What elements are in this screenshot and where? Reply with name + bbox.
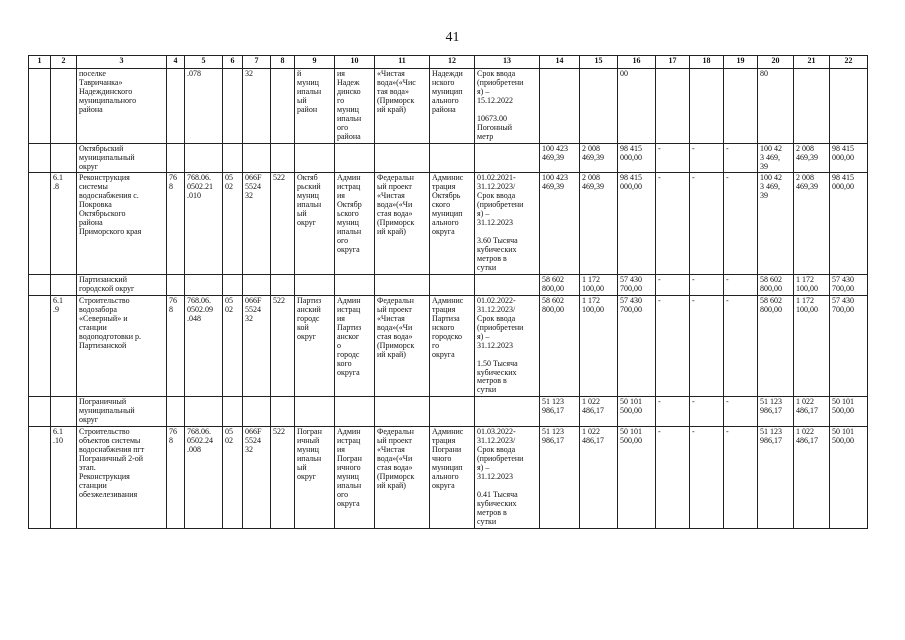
table-cell: - <box>656 397 690 427</box>
table-cell <box>167 397 185 427</box>
table-cell <box>690 69 724 144</box>
table-cell <box>271 274 295 295</box>
table-cell: Срок ввода (приобретени я) – 15.12.2022 10673.00 Погонный метр <box>475 69 540 144</box>
header-row <box>29 56 868 69</box>
table-cell: Строительство водозабора «Северный» и станции водоподготовки р. Партизанской <box>77 295 167 396</box>
table-cell: - <box>724 274 758 295</box>
table-cell: 98 415 000,00 <box>618 143 656 173</box>
table-cell <box>51 397 77 427</box>
table-cell: - <box>724 427 758 528</box>
table-cell: 522 <box>271 427 295 528</box>
column-header: 3 <box>77 56 167 69</box>
table-cell <box>580 69 618 144</box>
table-cell: 57 430 700,00 <box>830 274 868 295</box>
table-cell: Партизанский городской округ <box>77 274 167 295</box>
table-cell <box>29 173 51 274</box>
table-cell: Админ истрац ия Октябр ьского муниц ипальн ого округа <box>335 173 375 274</box>
column-header: 6 <box>223 56 243 69</box>
table-cell <box>475 143 540 173</box>
table-cell: Федеральн ый проект «Чистая вода»(«Чи стая вода» (Приморск ий край) <box>375 295 430 396</box>
table-cell: Админис трация Пограни чного муницип ального округа <box>430 427 475 528</box>
table-cell: 05 02 <box>223 173 243 274</box>
table-cell: - <box>656 274 690 295</box>
page-number: 41 <box>445 30 460 45</box>
table-cell <box>29 143 51 173</box>
table-cell <box>29 427 51 528</box>
column-header: 16 <box>618 56 656 69</box>
table-cell: 32 <box>243 69 271 144</box>
table-cell: 76 8 <box>167 295 185 396</box>
table-cell: й муниц ипальн ый район <box>295 69 335 144</box>
column-header: 17 <box>656 56 690 69</box>
subtotal-row <box>29 143 868 173</box>
table-cell <box>29 295 51 396</box>
table-cell <box>295 143 335 173</box>
table-cell: Октяб рьский муниц ипальн ый округ <box>295 173 335 274</box>
table-cell: Надежди нского муницип ального района <box>430 69 475 144</box>
table-cell: 57 430 700,00 <box>618 295 656 396</box>
table-cell: - <box>690 295 724 396</box>
table-cell: Админ истрац ия Погран ичного муниц ипальн ого округа <box>335 427 375 528</box>
table-cell: 066F 5524 32 <box>243 295 271 396</box>
project-row <box>29 69 868 144</box>
table-cell: Пограничный муниципальный округ <box>77 397 167 427</box>
table-cell <box>243 274 271 295</box>
column-header: 14 <box>540 56 580 69</box>
table-cell: Партиз анский городс кой округ <box>295 295 335 396</box>
table-cell: - <box>690 427 724 528</box>
table-cell: 2 008 469,39 <box>580 173 618 274</box>
table-cell: - <box>690 173 724 274</box>
table-cell <box>475 397 540 427</box>
column-header: 21 <box>794 56 830 69</box>
table-cell: 768.06. 0502.21 .010 <box>185 173 223 274</box>
table-cell <box>167 274 185 295</box>
table-cell: «Чистая вода»(«Чис тая вода» (Приморск ий край) <box>375 69 430 144</box>
table-cell <box>794 69 830 144</box>
table-cell <box>223 69 243 144</box>
table-cell: Админ истрац ия Партиз анског о городс кого округа <box>335 295 375 396</box>
table-cell: 50 101 500,00 <box>618 397 656 427</box>
table-cell: 100 423 469,39 <box>540 143 580 173</box>
table-cell: - <box>724 397 758 427</box>
budget-table <box>28 55 868 529</box>
table-cell: 01.02.2022- 31.12.2023/ Срок ввода (приобретени я) – 31.12.2023 1.50 Тысяча кубических метров в сутки <box>475 295 540 396</box>
table-cell: 1 172 100,00 <box>794 295 830 396</box>
table-cell: - <box>656 295 690 396</box>
table-cell: 100 42 3 469, 39 <box>758 173 794 274</box>
table-cell: 51 123 986,17 <box>540 397 580 427</box>
column-header: 22 <box>830 56 868 69</box>
table-cell: 57 430 700,00 <box>830 295 868 396</box>
table-cell <box>243 143 271 173</box>
column-header: 11 <box>375 56 430 69</box>
table-cell: - <box>690 397 724 427</box>
column-header: 7 <box>243 56 271 69</box>
table-cell: - <box>690 274 724 295</box>
column-header: 13 <box>475 56 540 69</box>
table-cell <box>185 143 223 173</box>
table-cell <box>375 397 430 427</box>
table-cell: 50 101 500,00 <box>830 427 868 528</box>
table-cell: 05 02 <box>223 295 243 396</box>
table-cell: 50 101 500,00 <box>618 427 656 528</box>
table-cell: 1 022 486,17 <box>794 397 830 427</box>
table-cell: 1 022 486,17 <box>580 427 618 528</box>
table-cell: Строительство объектов системы водоснабжения пгт Пограничный 2-ой этап. Реконструкция станции обезжелезивания <box>77 427 167 528</box>
column-header: 18 <box>690 56 724 69</box>
table-cell: 50 101 500,00 <box>830 397 868 427</box>
table-cell: 6.1 .9 <box>51 295 77 396</box>
table-cell <box>540 69 580 144</box>
table-cell <box>430 143 475 173</box>
table-cell <box>430 274 475 295</box>
table-cell <box>335 143 375 173</box>
table-cell: 6.1 .8 <box>51 173 77 274</box>
column-header: 5 <box>185 56 223 69</box>
table-cell: 100 42 3 469, 39 <box>758 143 794 173</box>
table-cell <box>295 274 335 295</box>
table-cell: 01.02.2021- 31.12.2023/ Срок ввода (приобретени я) – 31.12.2023 3.60 Тысяча кубических метров в сутки <box>475 173 540 274</box>
table-cell: 100 423 469,39 <box>540 173 580 274</box>
subtotal-row <box>29 397 868 427</box>
table-cell: ия Надеж динско го муниц ипальн ого района <box>335 69 375 144</box>
table-cell <box>271 69 295 144</box>
table-cell: 00 <box>618 69 656 144</box>
table-cell: 57 430 700,00 <box>618 274 656 295</box>
column-header: 20 <box>758 56 794 69</box>
column-header: 15 <box>580 56 618 69</box>
table-cell: .078 <box>185 69 223 144</box>
table-cell: 01.03.2022- 31.12.2023/ Срок ввода (приобретени я) – 31.12.2023 0.41 Тысяча кубических метров в сутки <box>475 427 540 528</box>
column-header: 9 <box>295 56 335 69</box>
table-cell <box>295 397 335 427</box>
column-header: 12 <box>430 56 475 69</box>
table-cell <box>51 274 77 295</box>
table-cell: 76 8 <box>167 173 185 274</box>
table-cell <box>243 397 271 427</box>
table-cell <box>29 397 51 427</box>
table-cell: Погран ичный муниц ипальн ый округ <box>295 427 335 528</box>
table-cell: 1 022 486,17 <box>794 427 830 528</box>
table-cell <box>185 274 223 295</box>
table-cell: 98 415 000,00 <box>618 173 656 274</box>
project-row <box>29 173 868 274</box>
table-cell: 51 123 986,17 <box>758 397 794 427</box>
table-cell: 51 123 986,17 <box>758 427 794 528</box>
table-cell: 768.06. 0502.09 .048 <box>185 295 223 396</box>
table-cell <box>724 69 758 144</box>
table-cell <box>223 143 243 173</box>
table-cell <box>375 143 430 173</box>
table-cell <box>185 397 223 427</box>
column-header: 2 <box>51 56 77 69</box>
table-cell: - <box>656 143 690 173</box>
table-cell <box>271 143 295 173</box>
project-row <box>29 427 868 528</box>
table-cell <box>51 143 77 173</box>
table-cell <box>167 143 185 173</box>
table-cell: - <box>690 143 724 173</box>
table-cell: - <box>656 427 690 528</box>
table-cell <box>271 397 295 427</box>
table-cell: поселке Тавричанка» Надеждинского муниципального района <box>77 69 167 144</box>
table-cell: 1 172 100,00 <box>580 274 618 295</box>
table-cell <box>656 69 690 144</box>
table-cell: 80 <box>758 69 794 144</box>
project-row <box>29 295 868 396</box>
table-cell: - <box>656 173 690 274</box>
table-cell: 768.06. 0502.24 .008 <box>185 427 223 528</box>
table-cell: - <box>724 173 758 274</box>
table-cell: 2 008 469,39 <box>794 143 830 173</box>
subtotal-row <box>29 274 868 295</box>
table-cell <box>335 397 375 427</box>
table-cell: 05 02 <box>223 427 243 528</box>
table-cell: - <box>724 143 758 173</box>
table-cell: 2 008 469,39 <box>580 143 618 173</box>
table-cell: 522 <box>271 173 295 274</box>
table-cell: 51 123 986,17 <box>540 427 580 528</box>
table-cell: 98 415 000,00 <box>830 143 868 173</box>
table-cell: 1 172 100,00 <box>580 295 618 396</box>
table-cell <box>430 397 475 427</box>
table-cell <box>475 274 540 295</box>
table-cell: 066F 5524 32 <box>243 173 271 274</box>
column-header: 10 <box>335 56 375 69</box>
table-cell <box>335 274 375 295</box>
table-cell: Админис трация Партиза нского городско го округа <box>430 295 475 396</box>
column-header: 1 <box>29 56 51 69</box>
table-cell: Федеральн ый проект «Чистая вода»(«Чи стая вода» (Приморск ий край) <box>375 173 430 274</box>
table-cell: 2 008 469,39 <box>794 173 830 274</box>
table-cell: Октябрьский муниципальный округ <box>77 143 167 173</box>
table-cell: 98 415 000,00 <box>830 173 868 274</box>
table-cell: 522 <box>271 295 295 396</box>
table-cell: Федеральн ый проект «Чистая вода»(«Чи стая вода» (Приморск ий край) <box>375 427 430 528</box>
table-cell: - <box>724 295 758 396</box>
table-cell <box>51 69 77 144</box>
column-header: 4 <box>167 56 185 69</box>
table-cell: 6.1 .10 <box>51 427 77 528</box>
table-cell <box>223 274 243 295</box>
table-cell <box>167 69 185 144</box>
table-cell <box>29 69 51 144</box>
table-cell: 58 602 800,00 <box>758 274 794 295</box>
table-cell: 1 172 100,00 <box>794 274 830 295</box>
table-cell <box>29 274 51 295</box>
table-cell: Реконструкция системы водоснабжения с. Покровка Октябрьского района Приморского края <box>77 173 167 274</box>
table-cell: 58 602 800,00 <box>540 295 580 396</box>
table-cell: 1 022 486,17 <box>580 397 618 427</box>
table-cell: 066F 5524 32 <box>243 427 271 528</box>
table-cell: Админис трация Октябрь ского муницип ального округа <box>430 173 475 274</box>
table-cell <box>830 69 868 144</box>
table-cell <box>375 274 430 295</box>
table-cell: 76 8 <box>167 427 185 528</box>
table-cell <box>223 397 243 427</box>
column-header: 19 <box>724 56 758 69</box>
table-cell: 58 602 800,00 <box>758 295 794 396</box>
table-cell: 58 602 800,00 <box>540 274 580 295</box>
column-header: 8 <box>271 56 295 69</box>
